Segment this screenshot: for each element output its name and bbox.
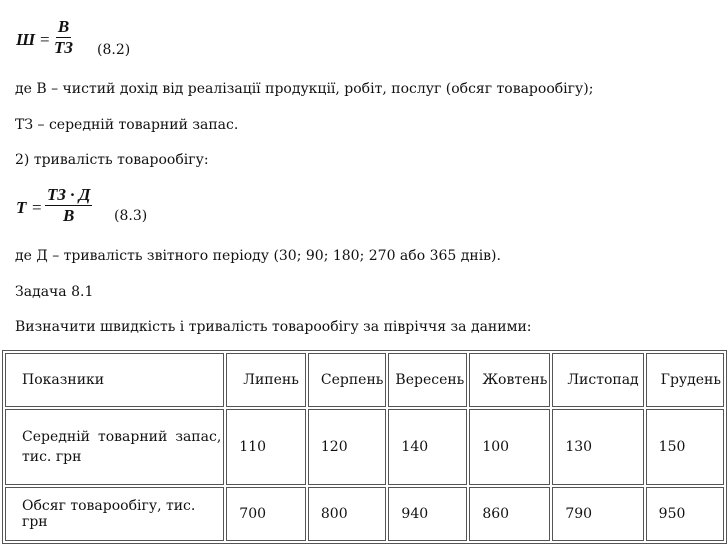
table-cell: 700 [226,487,306,541]
equation-number: (8.2) [97,42,131,58]
definition-tz: ТЗ – середній товарний запас. [15,117,239,133]
header-cell: Серпень [308,353,387,407]
table-cell: 150 [646,409,724,485]
formula-equals: = [40,30,50,49]
header-cell: Показники [5,353,224,407]
header-cell: Липень [226,353,306,407]
formula-lhs: Ш [16,30,36,49]
task-title: Задача 8.1 [15,284,94,300]
formula-fraction [45,186,92,226]
list-item-2: 2) тривалість товарообігу: [15,152,209,168]
table-cell: 940 [388,487,467,541]
header-cell: Листопад [552,353,643,407]
fraction-denominator: В [63,206,75,225]
formula-fraction [54,18,73,58]
definition-b: де В – чистий дохід від реалізації продукції, робіт, послуг (обсяг товарообігу); [15,81,594,97]
definition-d: де Д – тривалість звітного періоду (30; 90; 180; 270 або 365 днів). [15,248,501,264]
header-cell: Грудень [646,353,724,407]
table-cell: 100 [469,409,550,485]
table-cell: 120 [308,409,387,485]
header-cell: Вересень [388,353,467,407]
table-cell: 110 [226,409,306,485]
fraction-denominator: ТЗ [54,38,74,57]
row-label: Середній товарний запас, тис. грн [5,409,224,485]
formula-lhs: Т [16,198,27,217]
header-cell: Жовтень [469,353,550,407]
table-row [5,409,724,485]
fraction-numerator: В [57,17,70,36]
table-cell: 130 [552,409,643,485]
equation-number: (8.3) [114,208,148,224]
task-text: Визначити швидкість і тривалість товарообігу за півріччя за даними: [15,319,532,335]
table-header-row [5,353,724,407]
table-row [5,487,724,541]
row-label: Обсяг товарообігу, тис. грн [5,487,224,541]
table-cell: 860 [469,487,550,541]
formula-equals: = [32,198,42,217]
table-cell: 950 [646,487,724,541]
table-cell: 790 [552,487,643,541]
formula-8-2 [16,18,136,64]
table-cell: 140 [388,409,467,485]
table-cell: 800 [308,487,387,541]
data-table [2,350,727,544]
fraction-numerator: ТЗ · Д [47,185,91,204]
formula-8-3 [16,186,166,232]
